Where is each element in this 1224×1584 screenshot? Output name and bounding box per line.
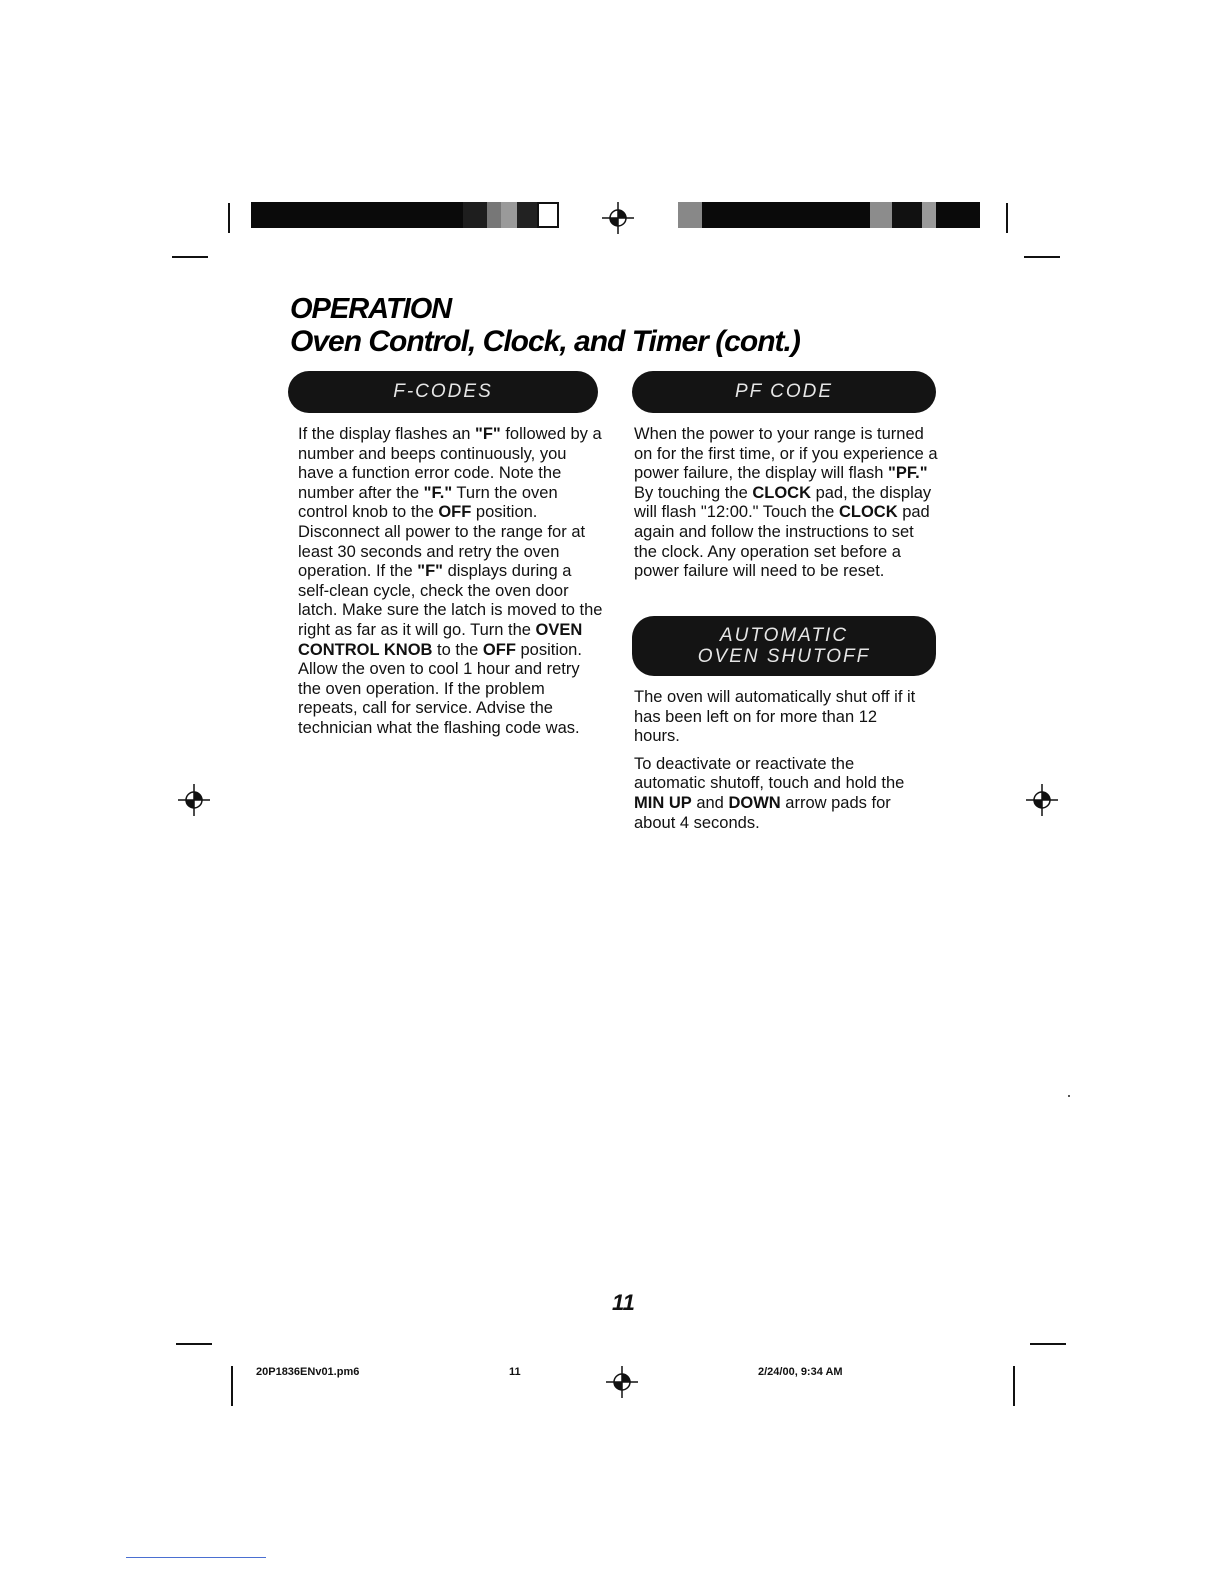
- fcodes-heading-label: F-CODES: [393, 381, 493, 402]
- color-bar-right: [702, 202, 870, 228]
- gray-swatch: [922, 202, 936, 228]
- color-bar-left: [251, 202, 463, 228]
- crop-mark: [172, 256, 208, 258]
- gray-swatch: [870, 202, 892, 228]
- crop-mark: [231, 1366, 233, 1406]
- fcodes-paragraph: If the display flashes an "F" followed by a number and beeps continuously, you have a function error code. Note the number after the "F." Turn the oven control knob to the OFF position. Disconnect all power to the range for at least 30 seconds and retry the oven operation. If the "F" displays during a self-clean cycle, check the oven door latch. Make sure the latch is moved to the right as far as it will go. Turn the OVEN CONTROL KNOB to the OFF position. Allow the oven to cool 1 hour and retry the oven operation. If the problem repeats, call for service. Advise the technician what the flashing code was.: [298, 425, 603, 737]
- page-title: Oven Control, Clock, and Timer (cont.): [290, 325, 800, 358]
- gray-swatch: [463, 202, 487, 228]
- page-number: 11: [612, 1290, 635, 1315]
- bottom-link-underline: [126, 1557, 266, 1558]
- crop-mark: [1024, 256, 1060, 258]
- gray-swatch: [487, 202, 501, 228]
- shutoff-body: [634, 688, 926, 841]
- registration-target-icon: [604, 1364, 640, 1400]
- gray-swatch: [678, 202, 702, 228]
- shutoff-heading: [632, 616, 936, 676]
- shutoff-paragraph-1: The oven will automatically shut off if it has been left on for more than 12 hours.: [634, 688, 916, 746]
- registration-target-icon: [600, 200, 636, 236]
- footer-page: 11: [509, 1366, 521, 1378]
- crop-mark: [1006, 203, 1008, 233]
- shutoff-paragraph-2: To deactivate or reactivate the automatic shutoff, touch and hold the MIN UP and DOWN arrow pads for about 4 seconds.: [634, 754, 905, 832]
- crop-mark: [1030, 1343, 1066, 1345]
- footer-timestamp: 2/24/00, 9:34 AM: [758, 1366, 843, 1378]
- white-swatch: [537, 202, 559, 228]
- footer-filename: 20P1836ENv01.pm6: [256, 1366, 360, 1378]
- gray-swatch: [501, 202, 517, 228]
- gray-swatch: [936, 202, 980, 228]
- shutoff-heading-line1: AUTOMATIC: [719, 625, 849, 646]
- pfcode-body: [634, 425, 938, 590]
- crop-mark: [228, 203, 230, 233]
- gray-swatch: [517, 202, 537, 228]
- section-title: OPERATION: [290, 293, 452, 325]
- fcodes-heading: [288, 371, 598, 413]
- gray-swatch: [892, 202, 922, 228]
- shutoff-heading-line2: OVEN SHUTOFF: [697, 646, 871, 667]
- pfcode-heading-label: PF CODE: [734, 381, 834, 402]
- crop-mark: [176, 1343, 212, 1345]
- fcodes-body: [298, 425, 604, 747]
- crop-mark: [1013, 1366, 1015, 1406]
- registration-target-icon: [176, 782, 212, 818]
- pfcode-heading: [632, 371, 936, 413]
- registration-target-icon: [1024, 782, 1060, 818]
- pfcode-paragraph: When the power to your range is turned on for the first time, or if you experience a power failure, the display will flash "PF." By touching the CLOCK pad, the display will flash "12:00." Touch the CLOCK pad again and follow the instructions to set the clock. Any operation set before a power failure will need to be reset.: [634, 425, 938, 581]
- registration-dot: [1068, 1095, 1070, 1097]
